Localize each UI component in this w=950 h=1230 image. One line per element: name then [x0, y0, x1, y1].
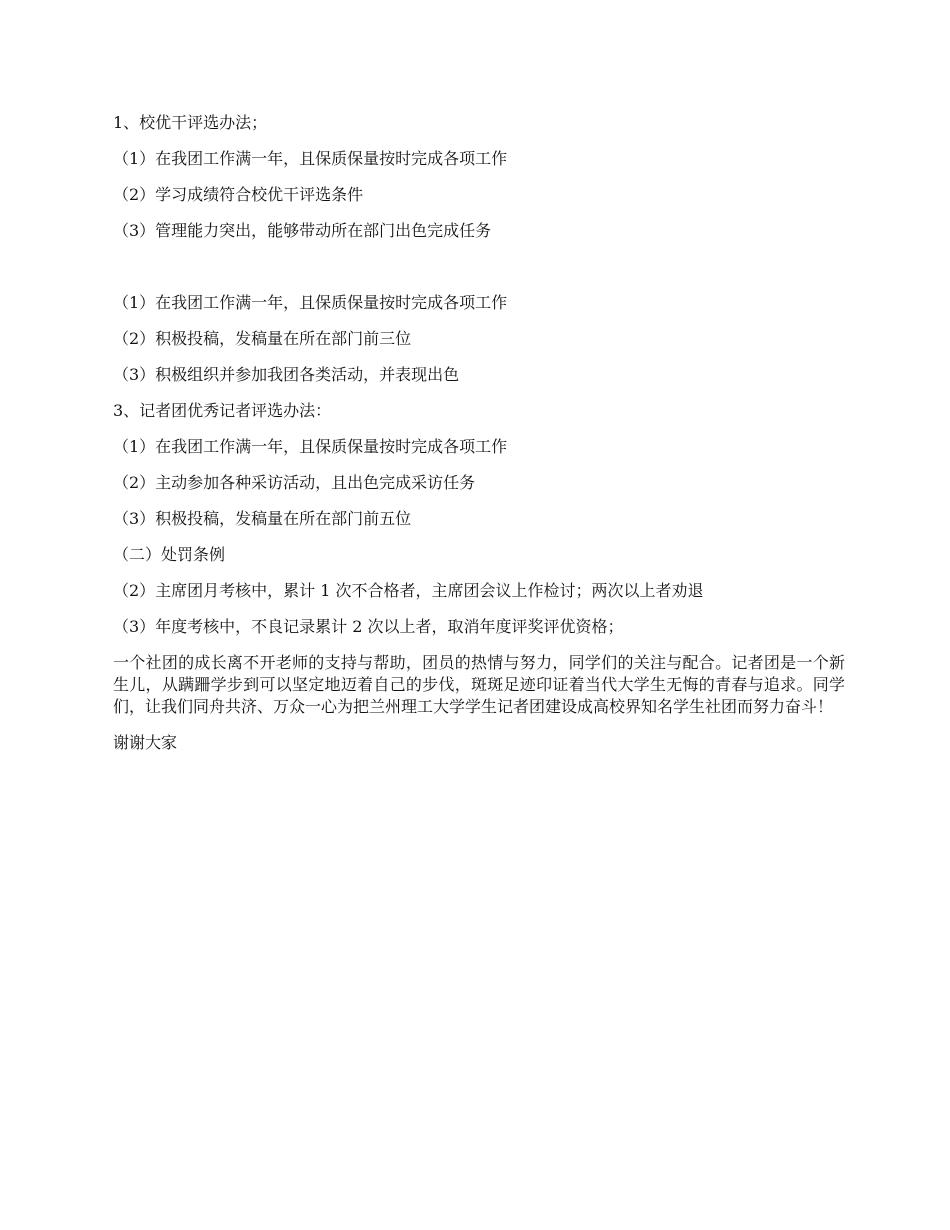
list-item: （1）在我团工作满一年，且保质保量按时完成各项工作 [113, 149, 508, 168]
list-item: （2）积极投稿，发稿量在所在部门前三位 [113, 329, 412, 348]
document-body [113, 112, 845, 768]
list-item: （1）在我团工作满一年，且保质保量按时完成各项工作 [113, 437, 508, 456]
list-item: （3）积极组织并参加我团各类活动，并表现出色 [113, 365, 460, 384]
list-item: （1）在我团工作满一年，且保质保量按时完成各项工作 [113, 293, 508, 312]
list-item: （3）年度考核中，不良记录累计 2 次以上者，取消年度评奖评优资格； [113, 617, 624, 636]
blank-spacer [113, 256, 845, 292]
list-item: （2）主席团月考核中，累计 1 次不合格者，主席团会议上作检讨；两次以上者劝退 [113, 581, 704, 600]
section-heading: 3、记者团优秀记者评选办法： [113, 401, 332, 420]
list-item: （2）主动参加各种采访活动，且出色完成采访任务 [113, 473, 476, 492]
list-item: （3）积极投稿，发稿量在所在部门前五位 [113, 509, 412, 528]
section-heading: （二）处罚条例 [113, 545, 226, 564]
section-heading: 1、校优干评选办法； [113, 113, 268, 132]
list-item: （2）学习成绩符合校优干评选条件 [113, 185, 364, 204]
closing-paragraph: 一个社团的成长离不开老师的支持与帮助，团员的热情与努力，同学们的关注与配合。记者团是一个新生儿，从蹒跚学步到可以坚定地迈着自己的步伐，斑斑足迹印证着当代大学生无悔的青春与追求。同学们，让我们同舟共济、万众一心为把兰州理工大学学生记者团建设成高校界知名学生社团而努力奋斗！ [113, 653, 845, 716]
closing-line: 谢谢大家 [113, 733, 178, 752]
list-item: （3）管理能力突出，能够带动所在部门出色完成任务 [113, 221, 492, 240]
